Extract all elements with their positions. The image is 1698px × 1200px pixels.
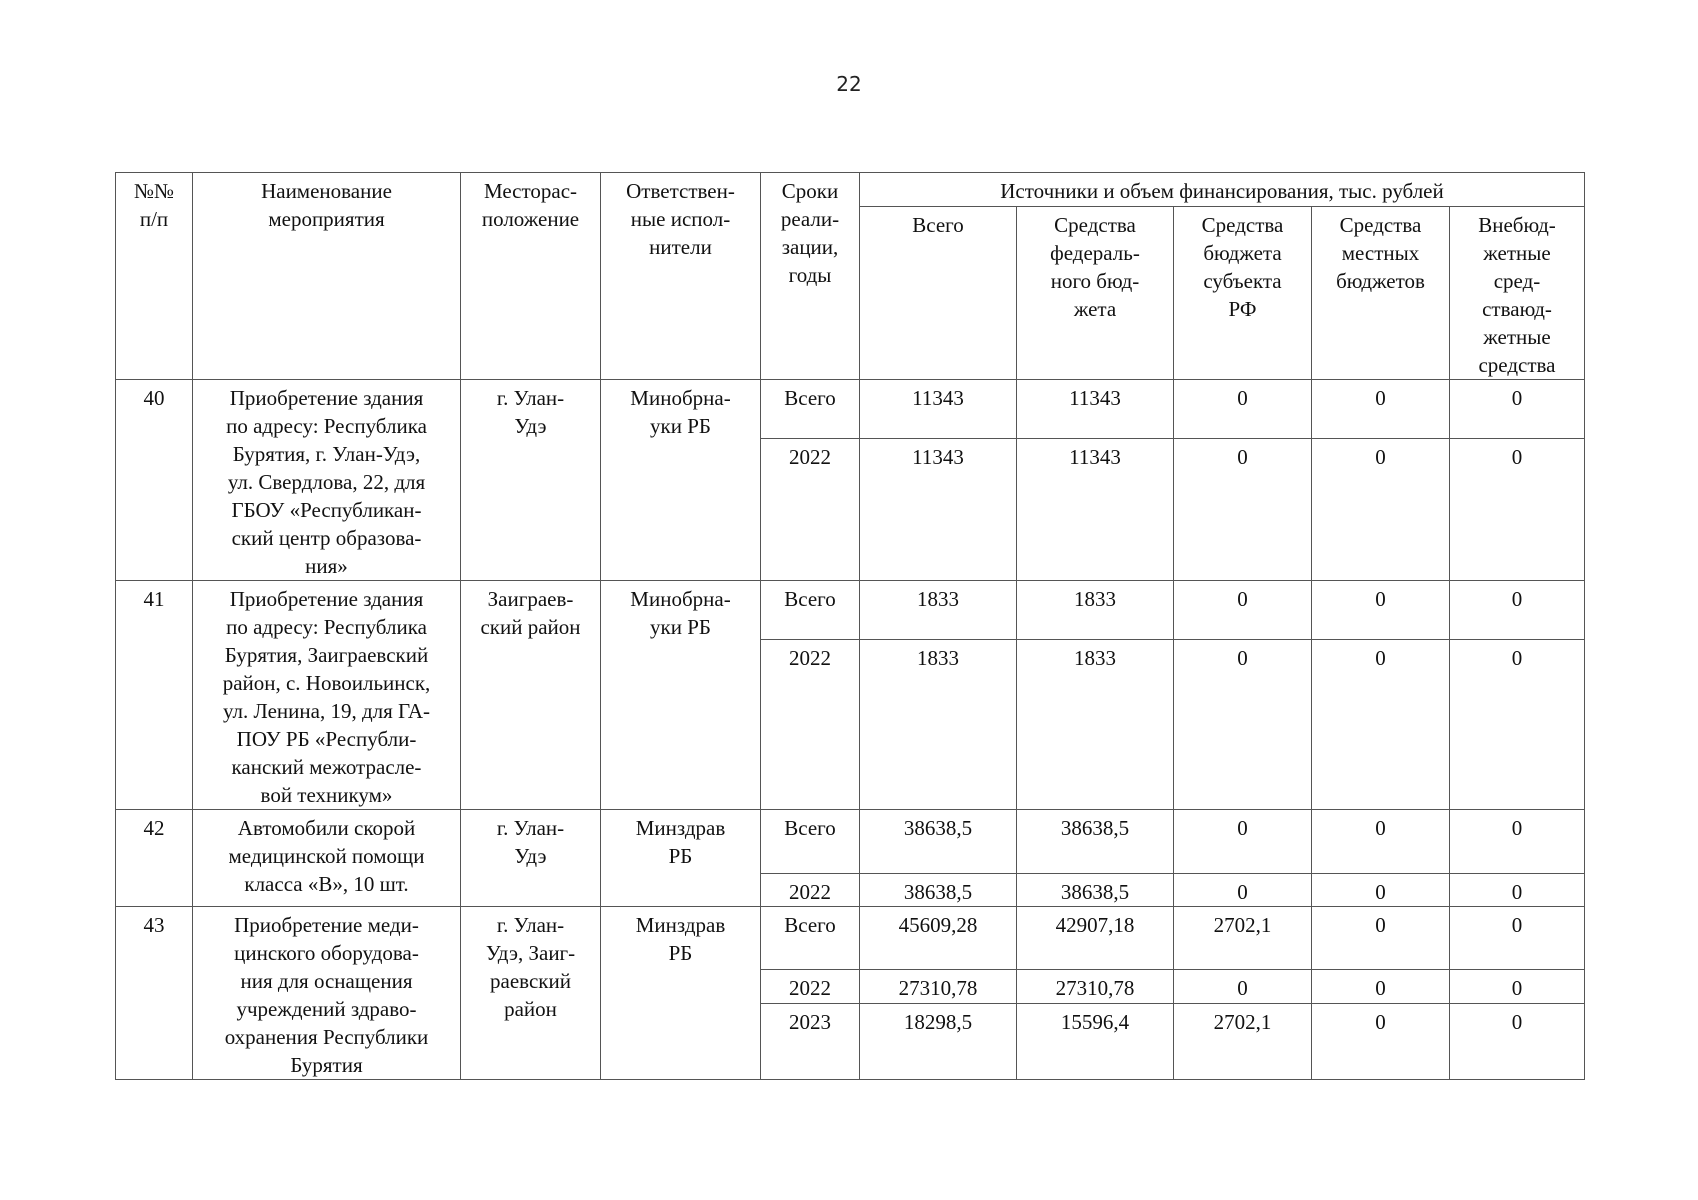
cell-federal: 27310,78 <box>1017 969 1174 1003</box>
cell-regional: 0 <box>1174 639 1312 809</box>
header-name: Наименование мероприятия <box>193 173 461 380</box>
header-period: Сроки реали- зации, годы <box>761 173 860 380</box>
cell-total: 18298,5 <box>860 1003 1017 1079</box>
cell-federal: 38638,5 <box>1017 874 1174 907</box>
cell-extra: 0 <box>1450 639 1585 809</box>
row-responsible: Минздрав РБ <box>601 810 761 907</box>
row-name: Приобретение меди- цинского оборудова- ния для оснащения учреждений здраво- охранения Республики Бурятия <box>193 907 461 1080</box>
cell-federal: 11343 <box>1017 380 1174 439</box>
cell-regional: 0 <box>1174 438 1312 580</box>
cell-extra: 0 <box>1450 438 1585 580</box>
cell-total: 27310,78 <box>860 969 1017 1003</box>
cell-regional: 0 <box>1174 810 1312 874</box>
cell-federal: 11343 <box>1017 438 1174 580</box>
cell-extra: 0 <box>1450 380 1585 439</box>
row-responsible: Минобрна- уки РБ <box>601 380 761 581</box>
cell-total: 11343 <box>860 438 1017 580</box>
row-location: г. Улан- Удэ <box>461 810 601 907</box>
row-location: г. Улан- Удэ, Заиг- раевский район <box>461 907 601 1080</box>
cell-period: Всего <box>761 581 860 640</box>
header-responsible: Ответствен- ные испол- нители <box>601 173 761 380</box>
row-responsible: Минздрав РБ <box>601 907 761 1080</box>
cell-period: Всего <box>761 380 860 439</box>
cell-total: 1833 <box>860 639 1017 809</box>
row-num: 42 <box>116 810 193 907</box>
cell-federal: 38638,5 <box>1017 810 1174 874</box>
header-federal: Средства федераль- ного бюд- жета <box>1017 207 1174 380</box>
table-row <box>116 810 1585 874</box>
cell-total: 1833 <box>860 581 1017 640</box>
header-regional: Средства бюджета субъекта РФ <box>1174 207 1312 380</box>
header-total: Всего <box>860 207 1017 380</box>
cell-regional: 0 <box>1174 380 1312 439</box>
cell-local: 0 <box>1312 639 1450 809</box>
cell-federal: 1833 <box>1017 581 1174 640</box>
cell-federal: 1833 <box>1017 639 1174 809</box>
cell-period: 2022 <box>761 969 860 1003</box>
row-num: 43 <box>116 907 193 1080</box>
cell-period: Всего <box>761 907 860 970</box>
cell-extra: 0 <box>1450 969 1585 1003</box>
cell-local: 0 <box>1312 969 1450 1003</box>
row-num: 41 <box>116 581 193 810</box>
row-responsible: Минобрна- уки РБ <box>601 581 761 810</box>
cell-federal: 15596,4 <box>1017 1003 1174 1079</box>
row-location: Заиграев- ский район <box>461 581 601 810</box>
cell-local: 0 <box>1312 438 1450 580</box>
header-funding-group: Источники и объем финансирования, тыс. рублей <box>860 173 1585 207</box>
cell-total: 38638,5 <box>860 874 1017 907</box>
row-name: Приобретение здания по адресу: Республика Бурятия, Заиграевский район, с. Новоильинск, ул. Ленина, 19, для ГА- ПОУ РБ «Республи- канский межотрасле- вой техникум» <box>193 581 461 810</box>
table-row <box>116 907 1585 970</box>
row-num: 40 <box>116 380 193 581</box>
header-extra: Внебюд- жетные сред- стваюд- жетные средства <box>1450 207 1585 380</box>
cell-extra: 0 <box>1450 907 1585 970</box>
page-number: 22 <box>836 72 862 96</box>
cell-period: 2022 <box>761 639 860 809</box>
cell-federal: 42907,18 <box>1017 907 1174 970</box>
table-row <box>116 581 1585 640</box>
row-name: Автомобили скорой медицинской помощи класса «В», 10 шт. <box>193 810 461 907</box>
funding-table <box>115 172 1585 1080</box>
cell-period: 2023 <box>761 1003 860 1079</box>
cell-regional: 0 <box>1174 969 1312 1003</box>
cell-period: 2022 <box>761 438 860 580</box>
row-name: Приобретение здания по адресу: Республика Бурятия, г. Улан-Удэ, ул. Свердлова, 22, для ГБОУ «Республикан- ский центр образова- ния» <box>193 380 461 581</box>
cell-regional: 0 <box>1174 581 1312 640</box>
header-num: №№ п/п <box>116 173 193 380</box>
cell-local: 0 <box>1312 907 1450 970</box>
cell-local: 0 <box>1312 581 1450 640</box>
cell-extra: 0 <box>1450 810 1585 874</box>
cell-period: Всего <box>761 810 860 874</box>
cell-total: 45609,28 <box>860 907 1017 970</box>
header-location: Месторас- положение <box>461 173 601 380</box>
cell-local: 0 <box>1312 874 1450 907</box>
cell-extra: 0 <box>1450 1003 1585 1079</box>
cell-local: 0 <box>1312 810 1450 874</box>
cell-total: 11343 <box>860 380 1017 439</box>
cell-extra: 0 <box>1450 874 1585 907</box>
cell-total: 38638,5 <box>860 810 1017 874</box>
cell-local: 0 <box>1312 380 1450 439</box>
table-row <box>116 380 1585 439</box>
cell-period: 2022 <box>761 874 860 907</box>
cell-regional: 0 <box>1174 874 1312 907</box>
header-local: Средства местных бюджетов <box>1312 207 1450 380</box>
cell-local: 0 <box>1312 1003 1450 1079</box>
cell-extra: 0 <box>1450 581 1585 640</box>
row-location: г. Улан- Удэ <box>461 380 601 581</box>
cell-regional: 2702,1 <box>1174 1003 1312 1079</box>
cell-regional: 2702,1 <box>1174 907 1312 970</box>
